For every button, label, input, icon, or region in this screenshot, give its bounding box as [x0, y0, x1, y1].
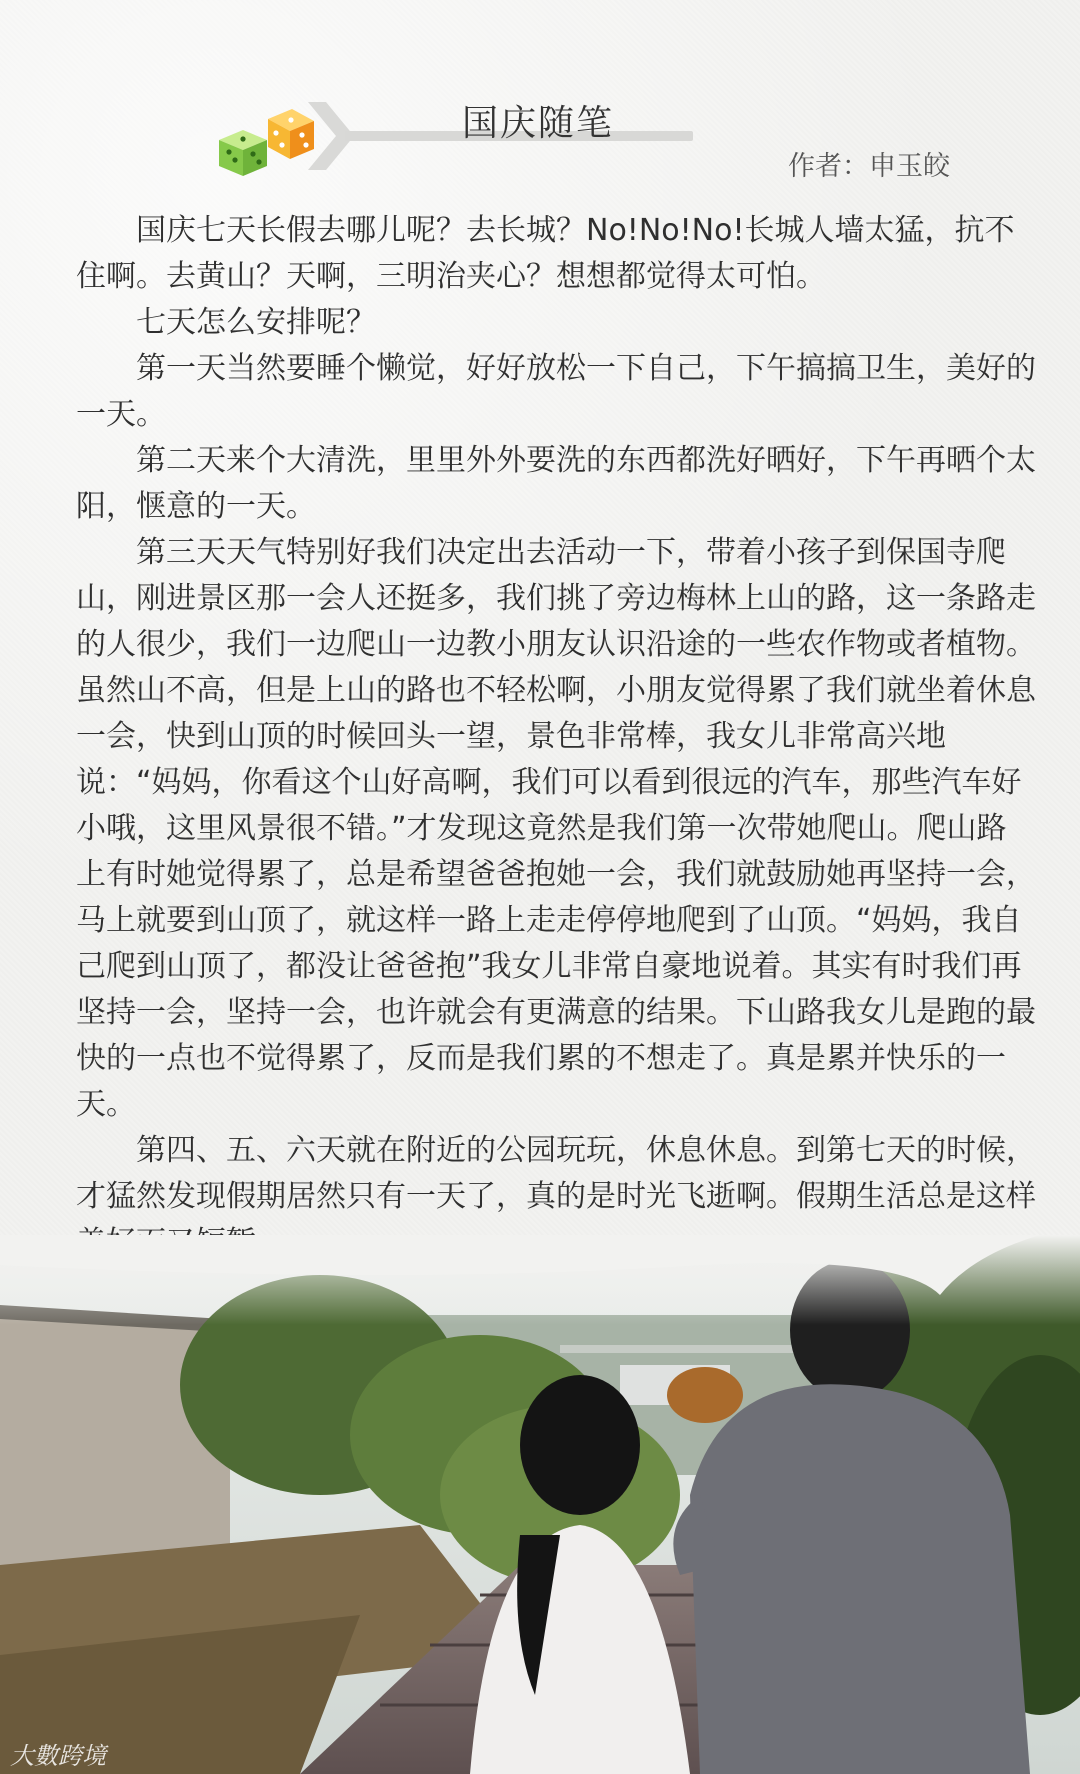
paragraph: 国庆七天长假去哪儿呢？去长城？No!No!No!长城人墙太猛，抗不住啊。去黄山？天啊，三明治夹心？想想都觉得太可怕。	[76, 213, 1015, 294]
paragraph: 第三天天气特别好我们决定出去活动一下，带着小孩子到保国寺爬山，刚进景区那一会人还挺多，我们挑了旁边梅林上山的路，这一条路走的人很少，我们一边爬山一边教小朋友认识沿途的一些农作物或者植物。虽然山不高，但是上山的路也不轻松啊，小朋友觉得累了我们就坐着休息一会，快到山顶的时候回头一望，景色非常棒，我女儿非常高兴地说：“妈妈，你看这个山好高啊，我们可以看到很远的汽车，那些汽车好小哦，这里风景很不错。”才发现这竟然是我们第一次带她爬山。爬山路上有时她觉得累了，总是希望爸爸抱她一会，我们就鼓励她再坚持一会，马上就要到山顶了，就这样一路上走走停停地爬到了山顶。“妈妈，我自己爬到山顶了，都没让爸爸抱”我女儿非常自豪地说着。其实有时我们再坚持一会，坚持一会，也许就会有更满意的结果。下山路我女儿是跑的最快的一点也不觉得累了，反而是我们累的不想走了。真是累并快乐的一天。	[76, 535, 1036, 1122]
watermark-logo: 大數跨境	[10, 1742, 106, 1770]
paragraph: 第一天当然要睡个懒觉，好好放松一下自己，下午搞搞卫生，美好的一天。	[76, 351, 1036, 432]
article-body	[76, 208, 1036, 1266]
paragraph: 第四、五、六天就在附近的公园玩玩，休息休息。到第七天的时候，才猛然发现假期居然只有一天了，真的是时光飞逝啊。假期生活总是这样	[76, 1133, 1036, 1214]
page-title: 国庆随笔	[462, 103, 615, 144]
author-line: 作者：申玉皎	[788, 151, 950, 182]
photo-illustration	[0, 1235, 1080, 1774]
hilltop-photo	[0, 1235, 1080, 1774]
paragraph: 七天怎么安排呢？	[136, 305, 376, 340]
paragraph: 第二天来个大清洗，里里外外要洗的东西都洗好晒好，下午再晒个太阳，惬意的一天。	[76, 443, 1036, 524]
article-header	[0, 0, 1080, 190]
